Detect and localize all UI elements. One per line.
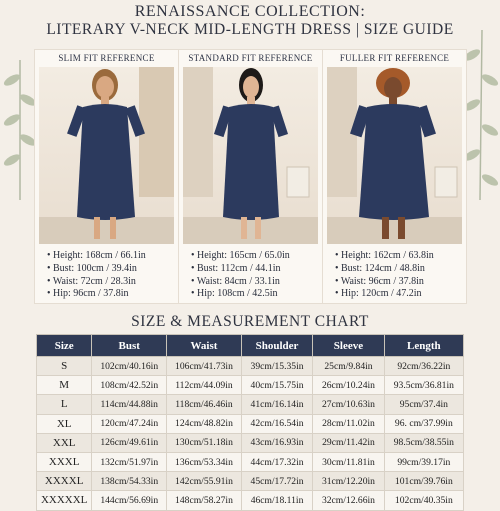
stat-waist: • Waist: 72cm / 28.3in (47, 275, 136, 287)
measurement-cell: 112cm/44.09in (167, 376, 242, 395)
header-shoulder: Shoulder (241, 335, 312, 357)
measurement-cell: 26cm/10.24in (313, 376, 384, 395)
fit-panel-standard (178, 49, 323, 304)
table-row (37, 376, 464, 395)
size-cell: XL (37, 414, 92, 433)
measurements-standard (191, 250, 290, 301)
measurement-cell: 30cm/11.81in (313, 452, 384, 471)
measurement-cell: 126cm/49.61in (92, 433, 167, 452)
measurement-cell: 43cm/16.93in (241, 433, 312, 452)
measurement-cell: 132cm/51.97in (92, 452, 167, 471)
measurement-cell: 148cm/58.27in (167, 491, 242, 510)
fit-panel-slim (34, 49, 179, 304)
table-row (37, 357, 464, 376)
size-cell: XXL (37, 433, 92, 452)
measurement-cell: 28cm/11.02in (313, 414, 384, 433)
model-photo-standard (183, 67, 318, 244)
measurement-cell: 106cm/41.73in (167, 357, 242, 376)
measurement-cell: 136cm/53.34in (167, 452, 242, 471)
product-title: LITERARY V-NECK MID-LENGTH DRESS | SIZE GUIDE (46, 21, 454, 38)
table-body (37, 357, 464, 511)
header-waist: Waist (167, 335, 242, 357)
measurements-slim (47, 250, 146, 301)
header-sleeve: Sleeve (313, 335, 384, 357)
table-row (37, 452, 464, 471)
measurement-cell: 144cm/56.69in (92, 491, 167, 510)
measurement-cell: 45cm/17.72in (241, 472, 312, 491)
size-cell: M (37, 376, 92, 395)
measurement-cell: 95cm/37.4in (384, 395, 463, 414)
measurement-cell: 138cm/54.33in (92, 472, 167, 491)
size-cell: XXXXXL (37, 491, 92, 510)
stat-height: • Height: 168cm / 66.1in (47, 250, 146, 261)
size-cell: XXXXL (37, 472, 92, 491)
leaf-decoration-right-icon (462, 30, 500, 200)
measurement-cell: 130cm/51.18in (167, 433, 242, 452)
measurement-cell: 120cm/47.24in (92, 414, 167, 433)
collection-title: RENAISSANCE COLLECTION: (134, 3, 366, 20)
measurement-cell: 102cm/40.16in (92, 357, 167, 376)
size-cell: S (37, 357, 92, 376)
table-row (37, 472, 464, 491)
stat-waist: • Waist: 96cm / 37.8in (335, 275, 424, 287)
measurement-cell: 124cm/48.82in (167, 414, 242, 433)
stat-waist: • Waist: 84cm / 33.1in (191, 275, 280, 287)
size-cell: XXXL (37, 452, 92, 471)
measurement-cell: 92cm/36.22in (384, 357, 463, 376)
measurement-cell: 93.5cm/36.81in (384, 376, 463, 395)
panel-label: FULLER FIT REFERENCE (339, 53, 450, 63)
table-row (37, 395, 464, 414)
measurement-cell: 25cm/9.84in (313, 357, 384, 376)
stat-bust: • Bust: 100cm / 39.4in (47, 262, 137, 274)
stat-bust: • Bust: 112cm / 44.1in (191, 262, 281, 274)
measurement-cell: 40cm/15.75in (241, 376, 312, 395)
stat-bust: • Bust: 124cm / 48.8in (335, 262, 425, 274)
table-row (37, 414, 464, 433)
panel-label: SLIM FIT REFERENCE (58, 53, 155, 63)
stat-height: • Height: 162cm / 63.8in (335, 250, 434, 261)
measurement-cell: 96. cm/37.99in (384, 414, 463, 433)
measurement-cell: 44cm/17.32in (241, 452, 312, 471)
fit-panel-fuller (322, 49, 467, 304)
table-row (37, 491, 464, 510)
measurement-cell: 99cm/39.17in (384, 452, 463, 471)
measurement-cell: 41cm/16.14in (241, 395, 312, 414)
size-chart-title: SIZE & MEASUREMENT CHART (131, 313, 369, 330)
header-bust: Bust (92, 335, 167, 357)
stat-hip: • Hip: 108cm / 42.5in (191, 288, 278, 300)
table-header-row (37, 335, 464, 357)
measurement-cell: 42cm/16.54in (241, 414, 312, 433)
size-cell: L (37, 395, 92, 414)
header-length: Length (384, 335, 463, 357)
model-photo-slim (39, 67, 174, 244)
panel-label: STANDARD FIT REFERENCE (188, 53, 313, 63)
header-size: Size (37, 335, 92, 357)
table-row (37, 433, 464, 452)
measurement-cell: 39cm/15.35in (241, 357, 312, 376)
stat-hip: • Hip: 96cm / 37.8in (47, 288, 129, 300)
measurement-cell: 29cm/11.42in (313, 433, 384, 452)
stat-hip: • Hip: 120cm / 47.2in (335, 288, 422, 300)
measurement-cell: 46cm/18.11in (241, 491, 312, 510)
measurement-cell: 98.5cm/38.55in (384, 433, 463, 452)
size-chart-table (36, 334, 464, 511)
measurement-cell: 27cm/10.63in (313, 395, 384, 414)
measurement-cell: 31cm/12.20in (313, 472, 384, 491)
measurement-cell: 114cm/44.88in (92, 395, 167, 414)
measurement-cell: 32cm/12.66in (313, 491, 384, 510)
measurements-fuller (335, 250, 434, 301)
measurement-cell: 101cm/39.76in (384, 472, 463, 491)
measurement-cell: 102cm/40.35in (384, 491, 463, 510)
measurement-cell: 118cm/46.46in (167, 395, 242, 414)
measurement-cell: 108cm/42.52in (92, 376, 167, 395)
model-photo-fuller (327, 67, 462, 244)
stat-height: • Height: 165cm / 65.0in (191, 250, 290, 261)
measurement-cell: 142cm/55.91in (167, 472, 242, 491)
